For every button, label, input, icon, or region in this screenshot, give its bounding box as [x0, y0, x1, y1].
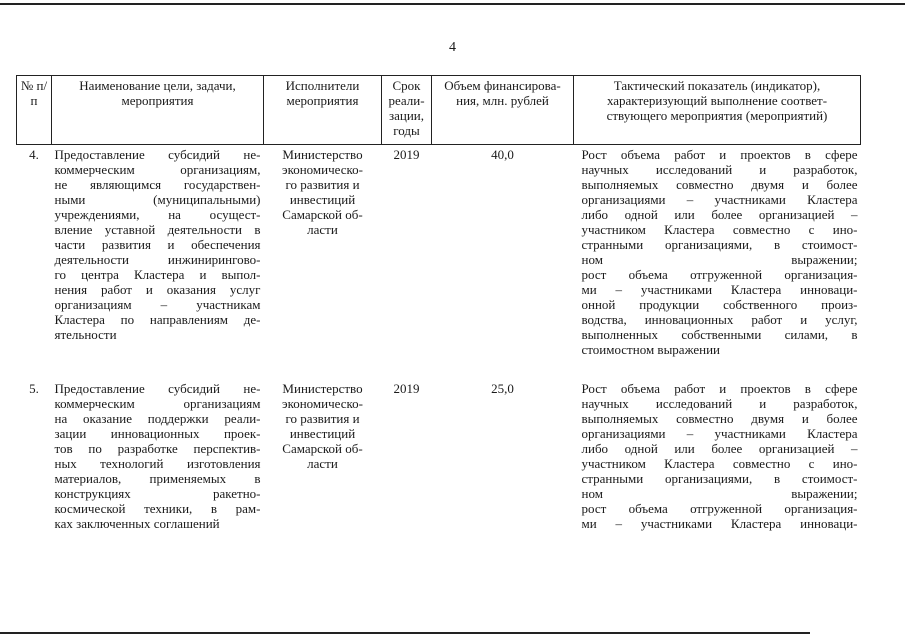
indicator-line: странными организациями, в стоимост- — [581, 471, 858, 486]
indicator-line: ми – участниками Кластера инноваци- — [581, 516, 858, 531]
cell-financing: 40,0 — [491, 147, 514, 162]
indicator-line: Рост объема работ и проектов в сфере — [581, 147, 858, 162]
executor-line: ласти — [307, 222, 338, 237]
executor-line: ласти — [307, 456, 338, 471]
measure-name-line: ках заключенных соглашений — [54, 516, 220, 531]
executor-line: Самарской об- — [282, 207, 363, 222]
cell-term: 2019 — [393, 381, 420, 396]
measure-name-line: Кластера по направлениям де- — [54, 312, 261, 327]
measure-name-line: го центра Кластера и выпол- — [54, 267, 261, 282]
cell-number: 4. — [29, 147, 39, 162]
executor-line: го развития и — [285, 411, 360, 426]
executor-line: Министерство — [282, 381, 363, 396]
indicator-line: выполняемых совместно двумя и более — [581, 177, 858, 192]
measure-name-line: нения работ и оказания услуг — [54, 282, 261, 297]
cell-executors — [264, 145, 382, 358]
indicator-line: участником Кластера совместно с ино- — [581, 456, 858, 471]
measure-name-line: космической техники, в рам- — [54, 501, 261, 516]
executor-line: инвестиций — [289, 426, 356, 441]
cell-number: 5. — [29, 381, 39, 396]
measure-name-line: вление уставной деятельности в — [54, 222, 261, 237]
indicator-line: водства, инновационных работ и услуг, — [581, 312, 858, 327]
executor-line: экономическо- — [281, 162, 363, 177]
measure-name-line: коммерческим организациям, — [54, 162, 261, 177]
measure-name-line: коммерческим организациям — [54, 396, 261, 411]
header-term: Срок реали-зации, годы — [382, 76, 432, 145]
measure-name-line: зации инновационных проек- — [54, 426, 261, 441]
measure-name-line: тов по разработке перспектив- — [54, 441, 261, 456]
cell-indicator — [574, 145, 861, 358]
indicator-line: стоимостном выражении — [581, 342, 721, 357]
indicator-line: ном выражении; — [581, 486, 858, 501]
table-row — [17, 379, 861, 531]
cell-measure-name — [52, 145, 264, 358]
cell-executors — [264, 379, 382, 531]
measure-name-line: учреждениями, на осущест- — [54, 207, 261, 222]
header-executors: Исполнители мероприятия — [264, 76, 382, 145]
measure-name-line: деятельности инжинирингово- — [54, 252, 261, 267]
executor-line: экономическо- — [281, 396, 363, 411]
header-name: Наименование цели, задачи, мероприятия — [52, 76, 264, 145]
indicator-line: рост объема отгруженной организация- — [581, 501, 858, 516]
measure-name-line: материалов, применяемых в — [54, 471, 261, 486]
measure-name-line: части развития и обеспечения — [54, 237, 261, 252]
cell-indicator — [574, 379, 861, 531]
row-gap — [17, 357, 861, 379]
measure-name-line: не являющимся государствен- — [54, 177, 261, 192]
executor-line: Самарской об- — [282, 441, 363, 456]
indicator-line: научных исследований и разработок, — [581, 162, 858, 177]
indicator-line: либо одной или более организацией – — [581, 441, 858, 456]
measure-name-line: Предоставление субсидий не- — [54, 381, 261, 396]
indicator-line: онной продукции собственного произ- — [581, 297, 858, 312]
measure-name-line: конструкциях ракетно- — [54, 486, 261, 501]
table-row — [17, 145, 861, 358]
table-header-row — [17, 76, 861, 145]
indicator-line: организациями – участниками Кластера — [581, 426, 858, 441]
measure-name-line: ятельности — [54, 327, 117, 342]
measure-name-line: организациям – участникам — [54, 297, 261, 312]
executor-line: Министерство — [282, 147, 363, 162]
indicator-line: выполняемых совместно двумя и более — [581, 411, 858, 426]
indicator-line: странными организациями, в стоимост- — [581, 237, 858, 252]
indicator-line: выполненных собственными силами, в — [581, 327, 858, 342]
scan-edge-bottom — [0, 632, 810, 634]
indicator-line: рост объема отгруженной организация- — [581, 267, 858, 282]
indicator-line: ми – участниками Кластера инноваци- — [581, 282, 858, 297]
measure-name-line: ными (муниципальными) — [54, 192, 261, 207]
indicator-line: участником Кластера совместно с ино- — [581, 222, 858, 237]
measure-name-line: на оказание поддержки реали- — [54, 411, 261, 426]
scan-edge-top — [0, 3, 905, 5]
cell-term: 2019 — [393, 147, 420, 162]
measure-name-line: ных технологий изготовления — [54, 456, 261, 471]
measures-table — [16, 75, 861, 531]
measure-name-line: Предоставление субсидий не- — [54, 147, 261, 162]
table-body — [17, 145, 861, 532]
indicator-line: либо одной или более организацией – — [581, 207, 858, 222]
executor-line: го развития и — [285, 177, 360, 192]
indicator-line: научных исследований и разработок, — [581, 396, 858, 411]
cell-financing: 25,0 — [491, 381, 514, 396]
cell-measure-name — [52, 379, 264, 531]
indicator-line: Рост объема работ и проектов в сфере — [581, 381, 858, 396]
row-gap-cell — [17, 357, 861, 379]
header-financing: Объем финансирова-ния, млн. рублей — [432, 76, 574, 145]
executor-line: инвестиций — [289, 192, 356, 207]
header-indicator: Тактический показатель (индикатор), характеризующий выполнение соответ-ствующего мероприятия (мероприятий) — [574, 76, 861, 145]
indicator-line: организациями – участниками Кластера — [581, 192, 858, 207]
indicator-line: ном выражении; — [581, 252, 858, 267]
header-num: № п/п — [17, 76, 52, 145]
page-number: 4 — [449, 40, 456, 55]
